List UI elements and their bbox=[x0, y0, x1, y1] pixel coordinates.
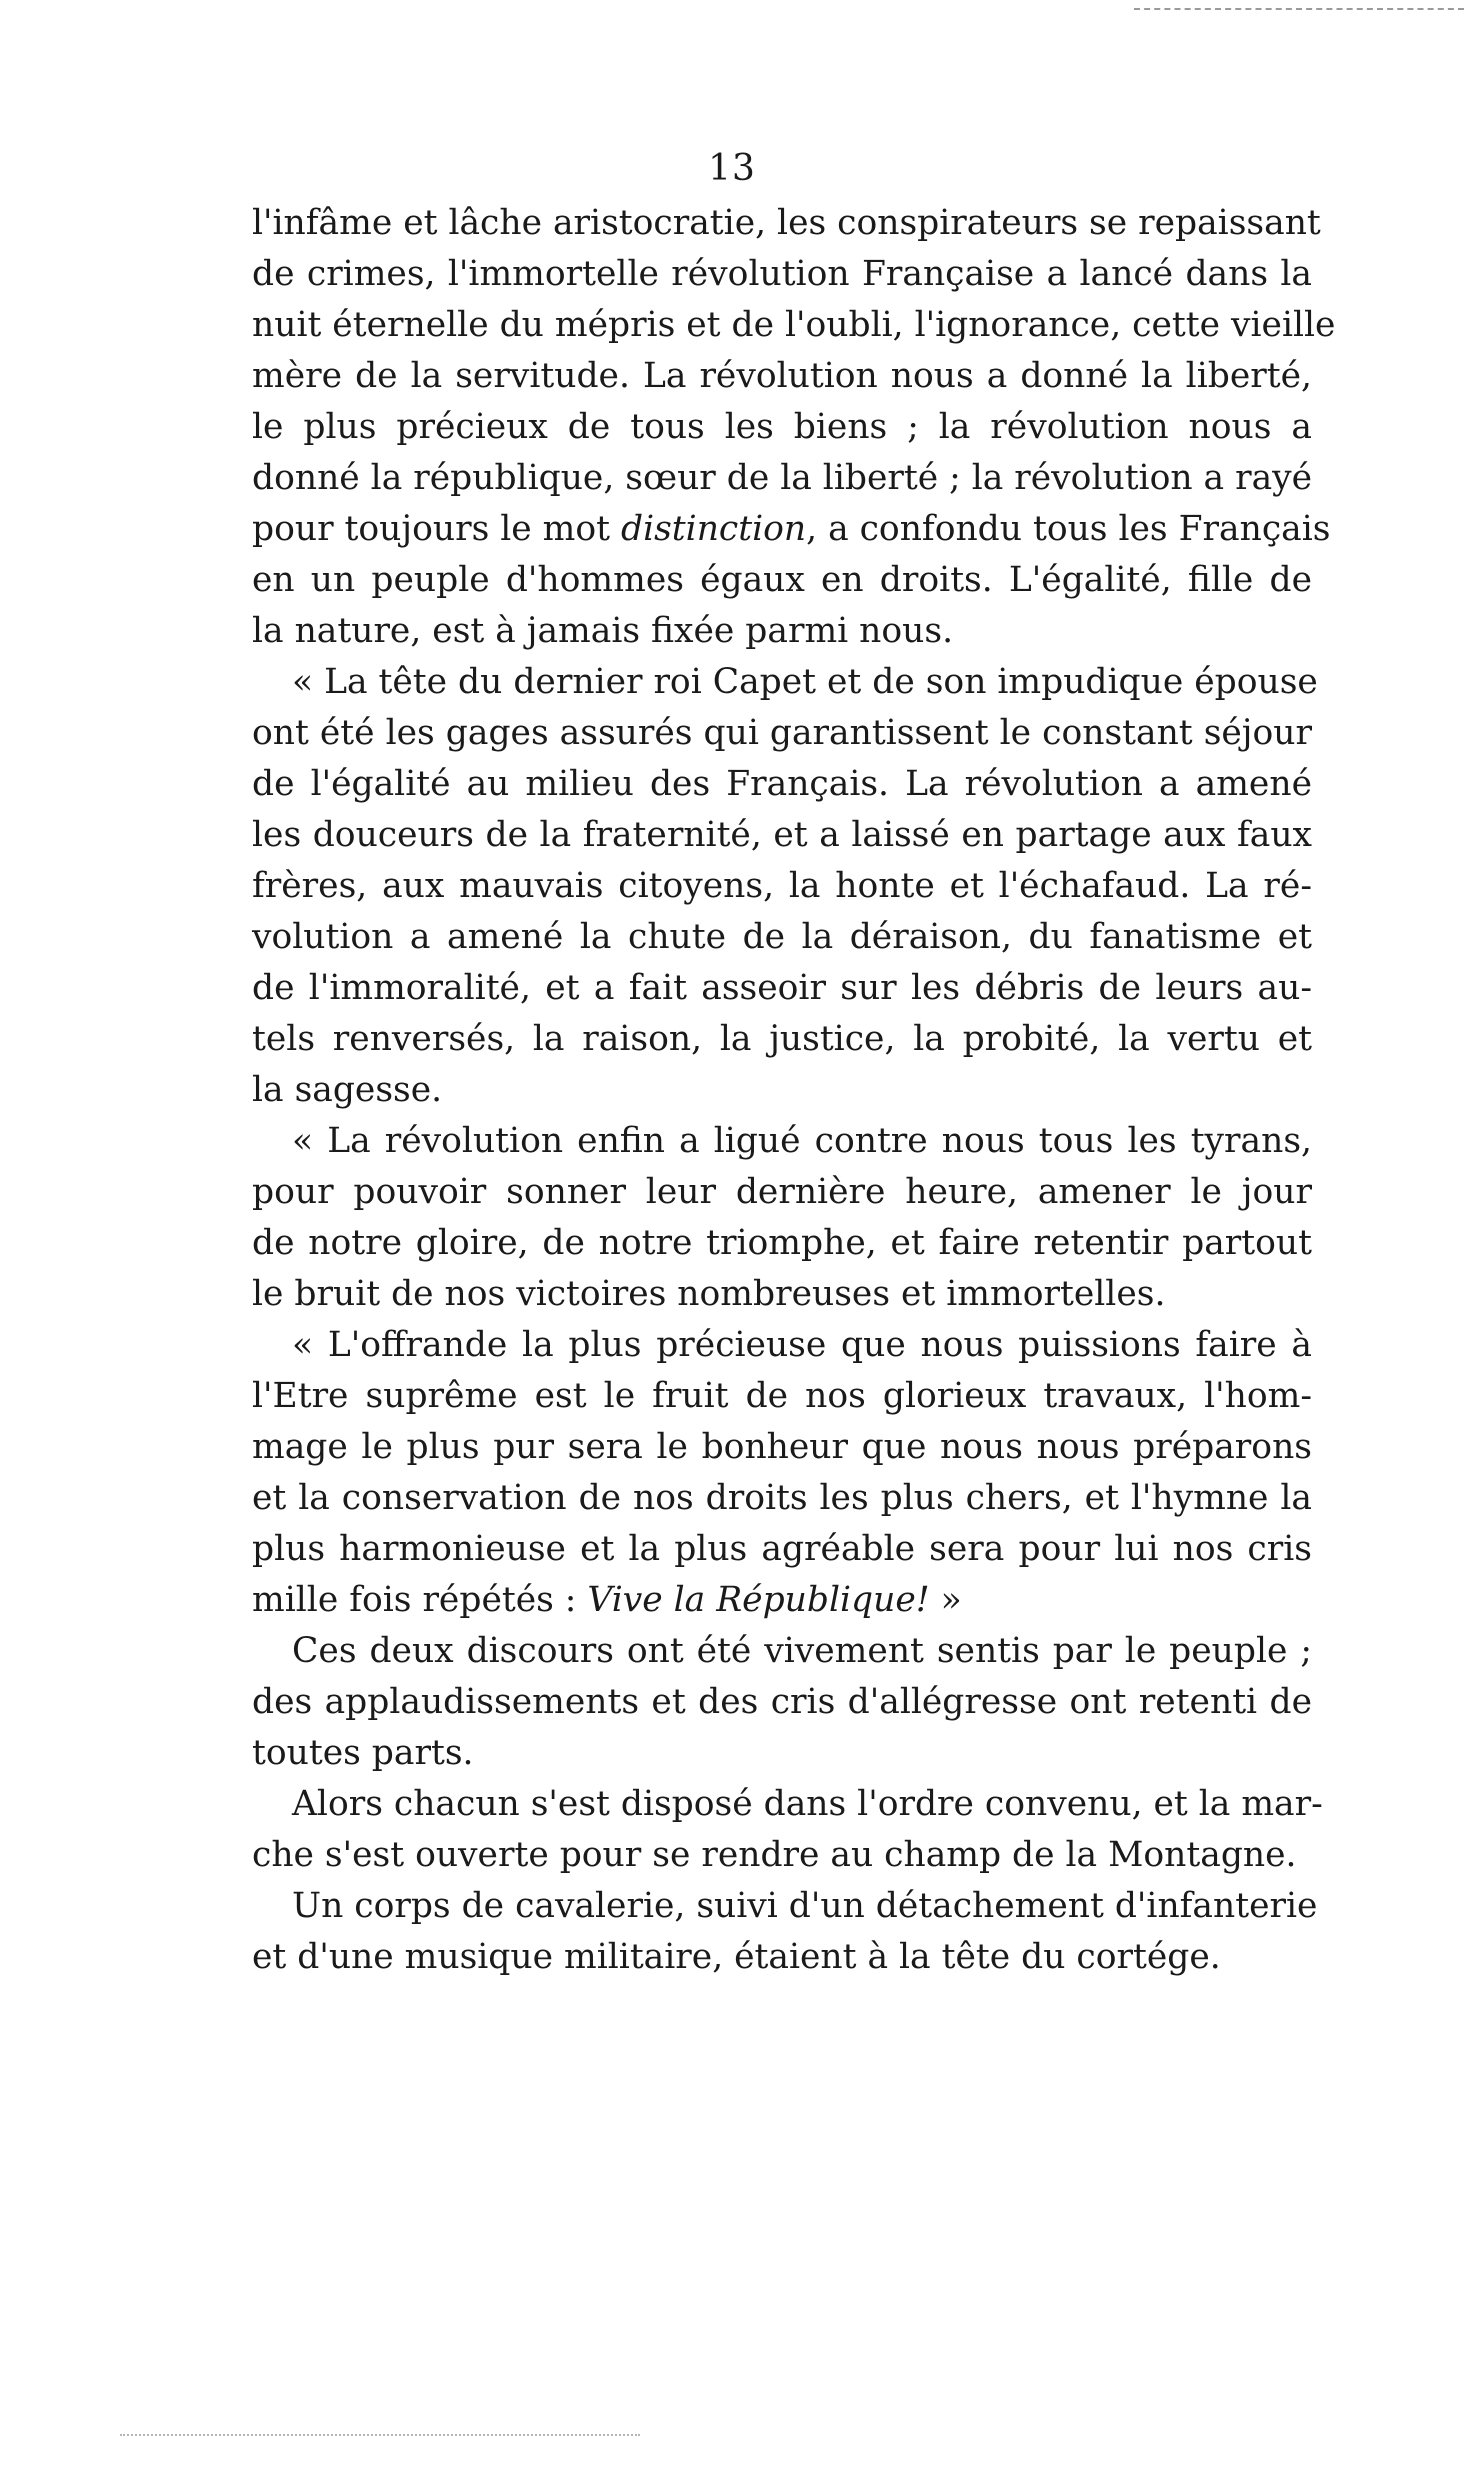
text-line: l'infâme et lâche aristocratie, les conspirateurs se repaissant bbox=[252, 203, 1321, 243]
text-line: de l'égalité au milieu des Français. La révolution a amené bbox=[252, 764, 1312, 804]
text-line: toutes parts. bbox=[252, 1733, 474, 1773]
text-line: de l'immoralité, et a fait asseoir sur les débris de leurs au- bbox=[252, 968, 1312, 1008]
text-line: « L'offrande la plus précieuse que nous puissions faire à bbox=[292, 1325, 1312, 1365]
page-number: 13 bbox=[708, 148, 756, 189]
text-line bbox=[252, 504, 1331, 555]
text-line: de crimes, l'immortelle révolution Française a lancé dans la bbox=[252, 254, 1312, 294]
text-line: la sagesse. bbox=[252, 1070, 443, 1110]
top-edge-rule bbox=[1134, 8, 1464, 10]
text-segment: , a confondu tous les Français bbox=[806, 509, 1331, 549]
text-line: frères, aux mauvais citoyens, la honte et l'échafaud. La ré- bbox=[252, 866, 1312, 906]
text-line: et d'une musique militaire, étaient à la tête du cortége. bbox=[252, 1937, 1221, 1977]
text-line: che s'est ouverte pour se rendre au champ de la Montagne. bbox=[252, 1835, 1297, 1875]
text-line: tels renversés, la raison, la justice, la probité, la vertu et bbox=[252, 1019, 1312, 1059]
text-line: volution a amené la chute de la déraison, du fanatisme et bbox=[252, 917, 1312, 957]
text-line: plus harmonieuse et la plus agréable sera pour lui nos cris bbox=[252, 1529, 1312, 1569]
text-line: les douceurs de la fraternité, et a laissé en partage aux faux bbox=[252, 815, 1312, 855]
text-line: mage le plus pur sera le bonheur que nous nous préparons bbox=[252, 1427, 1312, 1467]
text-line: mère de la servitude. La révolution nous a donné la liberté, bbox=[252, 356, 1312, 396]
text-line bbox=[252, 1575, 1312, 1626]
text-line: le plus précieux de tous les biens ; la révolution nous a bbox=[252, 407, 1312, 447]
text-line: des applaudissements et des cris d'allégresse ont retenti de bbox=[252, 1682, 1312, 1722]
text-line: Ces deux discours ont été vivement sentis par le peuple ; bbox=[292, 1631, 1312, 1671]
italic-vive-la-republique: Vive la République! bbox=[587, 1580, 930, 1620]
text-line: de notre gloire, de notre triomphe, et faire retentir partout bbox=[252, 1223, 1312, 1263]
text-line: l'Etre suprême est le fruit de nos glorieux travaux, l'hom- bbox=[252, 1376, 1312, 1416]
text-line: Alors chacun s'est disposé dans l'ordre convenu, et la mar- bbox=[292, 1784, 1323, 1824]
text-segment: mille fois répétés : bbox=[252, 1580, 588, 1620]
body-text bbox=[252, 198, 1336, 1983]
text-line: Un corps de cavalerie, suivi d'un détachement d'infanterie bbox=[292, 1886, 1318, 1926]
text-line: la nature, est à jamais fixée parmi nous. bbox=[252, 611, 954, 651]
text-line: nuit éternelle du mépris et de l'oubli, l'ignorance, cette vieille bbox=[252, 305, 1336, 345]
italic-word-distinction: distinction bbox=[620, 509, 807, 549]
text-line: le bruit de nos victoires nombreuses et immortelles. bbox=[252, 1274, 1166, 1314]
text-segment: pour toujours le mot bbox=[252, 509, 621, 549]
text-line: « La révolution enfin a ligué contre nous tous les tyrans, bbox=[292, 1121, 1312, 1161]
text-line: « La tête du dernier roi Capet et de son impudique épouse bbox=[292, 662, 1318, 702]
text-line: en un peuple d'hommes égaux en droits. L'égalité, fille de bbox=[252, 560, 1312, 600]
text-line: pour pouvoir sonner leur dernière heure, amener le jour bbox=[252, 1172, 1312, 1212]
text-line: et la conservation de nos droits les plus chers, et l'hymne la bbox=[252, 1478, 1312, 1518]
text-segment: » bbox=[929, 1580, 962, 1620]
text-line: donné la république, sœur de la liberté ; la révolution a rayé bbox=[252, 458, 1313, 498]
text-line: ont été les gages assurés qui garantissent le constant séjour bbox=[252, 713, 1312, 753]
bottom-edge-marks bbox=[120, 2434, 640, 2436]
